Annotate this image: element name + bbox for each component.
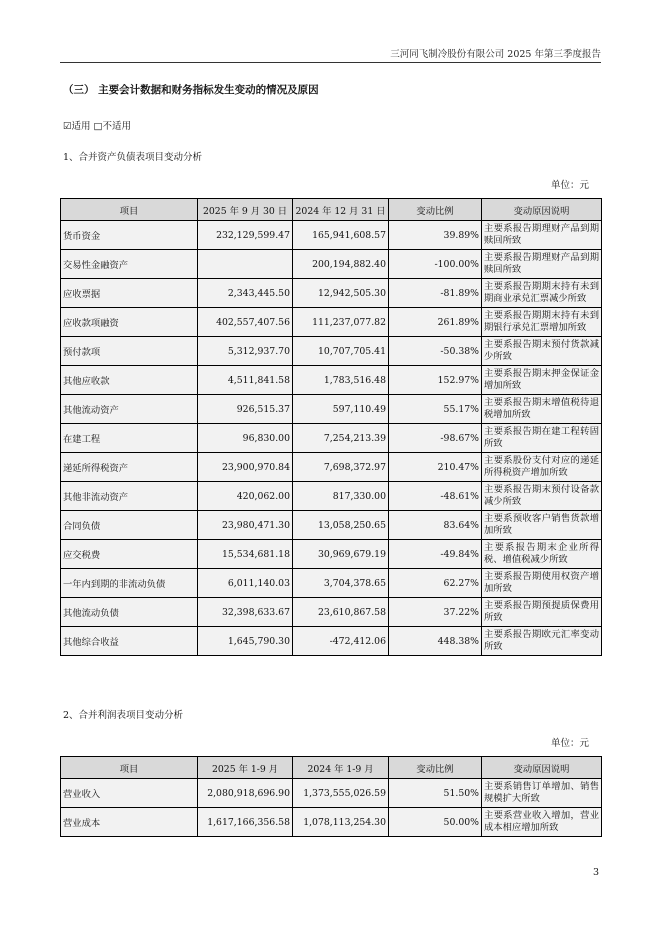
- change-ratio-cell: 50.00%: [389, 808, 482, 837]
- column-header: 变动原因说明: [482, 757, 602, 779]
- column-header: 变动比例: [389, 199, 482, 221]
- table-row: [61, 598, 602, 627]
- prior-value-cell: 1,078,113,254.30: [293, 808, 389, 837]
- change-ratio-cell: -100.00%: [389, 250, 482, 279]
- change-ratio-cell: -48.61%: [389, 482, 482, 511]
- section-title: （三） 主要会计数据和财务指标发生变动的情况及原因: [63, 84, 319, 96]
- current-value-cell: 2,343,445.50: [198, 279, 293, 308]
- item-name-cell: 其他非流动资产: [61, 482, 198, 511]
- prior-value-cell: 1,783,516.48: [293, 366, 389, 395]
- item-name-cell: 其他流动资产: [61, 395, 198, 424]
- table-row: [61, 627, 602, 656]
- table-row: [61, 482, 602, 511]
- change-ratio-cell: 210.47%: [389, 453, 482, 482]
- prior-value-cell: 7,254,213.39: [293, 424, 389, 453]
- reason-cell: 主要系报告期末企业所得税、增值税减少所致: [482, 540, 602, 569]
- current-value-cell: 6,011,140.03: [198, 569, 293, 598]
- prior-value-cell: 7,698,372.97: [293, 453, 389, 482]
- current-value-cell: 420,062.00: [198, 482, 293, 511]
- applicability-indicator: ☑适用 □不适用: [63, 121, 132, 132]
- column-header: 2025 年 1-9 月: [198, 757, 293, 779]
- column-header: 变动比例: [389, 757, 482, 779]
- item-name-cell: 货币资金: [61, 221, 198, 250]
- current-value-cell: 232,129,599.47: [198, 221, 293, 250]
- change-ratio-cell: 448.38%: [389, 627, 482, 656]
- reason-cell: 主要系营业收入增加，营业成本相应增加所致: [482, 808, 602, 837]
- current-value-cell: 1,645,790.30: [198, 627, 293, 656]
- table-row: [61, 366, 602, 395]
- reason-cell: 主要系股份支付对应的递延所得税资产增加所致: [482, 453, 602, 482]
- change-ratio-cell: 55.17%: [389, 395, 482, 424]
- item-name-cell: 其他应收款: [61, 366, 198, 395]
- reason-cell: 主要系报告期理财产品到期赎回所致: [482, 221, 602, 250]
- change-ratio-cell: -50.38%: [389, 337, 482, 366]
- prior-value-cell: 3,704,378.65: [293, 569, 389, 598]
- change-ratio-cell: -98.67%: [389, 424, 482, 453]
- current-value-cell: 402,557,407.56: [198, 308, 293, 337]
- reason-cell: 主要系报告期欧元汇率变动所致: [482, 627, 602, 656]
- item-name-cell: 应交税费: [61, 540, 198, 569]
- current-value-cell: 96,830.00: [198, 424, 293, 453]
- balance-sheet-title: 1、合并资产负债表项目变动分析: [63, 152, 203, 163]
- table-row: [61, 779, 602, 808]
- item-name-cell: 交易性金融资产: [61, 250, 198, 279]
- item-name-cell: 预付款项: [61, 337, 198, 366]
- item-name-cell: 递延所得税资产: [61, 453, 198, 482]
- header-divider: [60, 62, 601, 63]
- change-ratio-cell: 261.89%: [389, 308, 482, 337]
- current-value-cell: 4,511,841.58: [198, 366, 293, 395]
- prior-value-cell: 13,058,250.65: [293, 511, 389, 540]
- balance-sheet-table: [60, 198, 602, 656]
- prior-value-cell: 165,941,608.57: [293, 221, 389, 250]
- column-header: 项目: [61, 757, 198, 779]
- item-name-cell: 营业收入: [61, 779, 198, 808]
- reason-cell: 主要系报告期预提质保费用所致: [482, 598, 602, 627]
- column-header: 变动原因说明: [482, 199, 602, 221]
- table-row: [61, 511, 602, 540]
- item-name-cell: 其他流动负债: [61, 598, 198, 627]
- prior-value-cell: 10,707,705.41: [293, 337, 389, 366]
- change-ratio-cell: 37.22%: [389, 598, 482, 627]
- reason-cell: 主要系报告期末押金保证金增加所致: [482, 366, 602, 395]
- table-header-row: [61, 757, 602, 779]
- item-name-cell: 应收票据: [61, 279, 198, 308]
- current-value-cell: 1,617,166,356.58: [198, 808, 293, 837]
- report-header-title: 三河同飞制冷股份有限公司 2025 年第三季度报告: [390, 49, 601, 60]
- item-name-cell: 应收款项融资: [61, 308, 198, 337]
- item-name-cell: 在建工程: [61, 424, 198, 453]
- item-name-cell: 合同负债: [61, 511, 198, 540]
- change-ratio-cell: 62.27%: [389, 569, 482, 598]
- change-ratio-cell: -49.84%: [389, 540, 482, 569]
- reason-cell: 主要系销售订单增加、销售规模扩大所致: [482, 779, 602, 808]
- current-value-cell: 32,398,633.67: [198, 598, 293, 627]
- table-row: [61, 308, 602, 337]
- table-row: [61, 540, 602, 569]
- change-ratio-cell: 51.50%: [389, 779, 482, 808]
- current-value-cell: 926,515.37: [198, 395, 293, 424]
- table-row: [61, 395, 602, 424]
- table-row: [61, 424, 602, 453]
- column-header: 2024 年 1-9 月: [293, 757, 389, 779]
- prior-value-cell: 200,194,882.40: [293, 250, 389, 279]
- income-statement-title: 2、合并利润表项目变动分析: [63, 710, 184, 721]
- current-value-cell: 5,312,937.70: [198, 337, 293, 366]
- reason-cell: 主要系报告期末预付设备款减少所致: [482, 482, 602, 511]
- prior-value-cell: 23,610,867.58: [293, 598, 389, 627]
- table-row: [61, 250, 602, 279]
- change-ratio-cell: 152.97%: [389, 366, 482, 395]
- reason-cell: 主要系报告期期末持有未到期银行承兑汇票增加所致: [482, 308, 602, 337]
- prior-value-cell: -472,412.06: [293, 627, 389, 656]
- table-row: [61, 569, 602, 598]
- column-header: 项目: [61, 199, 198, 221]
- item-name-cell: 营业成本: [61, 808, 198, 837]
- change-ratio-cell: -81.89%: [389, 279, 482, 308]
- reason-cell: 主要系报告期使用权资产增加所致: [482, 569, 602, 598]
- balance-sheet-unit: 单位：元: [550, 180, 589, 191]
- table-row: [61, 337, 602, 366]
- table-row: [61, 808, 602, 837]
- table-row: [61, 453, 602, 482]
- current-value-cell: 2,080,918,696.90: [198, 779, 293, 808]
- prior-value-cell: 111,237,077.82: [293, 308, 389, 337]
- reason-cell: 主要系报告期理财产品到期赎回所致: [482, 250, 602, 279]
- column-header: 2024 年 12 月 31 日: [293, 199, 389, 221]
- table-header-row: [61, 199, 602, 221]
- change-ratio-cell: 39.89%: [389, 221, 482, 250]
- page-number: 3: [592, 867, 599, 878]
- prior-value-cell: 12,942,505.30: [293, 279, 389, 308]
- income-statement-unit: 单位：元: [550, 738, 589, 749]
- income-statement-table: [60, 756, 602, 837]
- reason-cell: 主要系预收客户销售货款增加所致: [482, 511, 602, 540]
- current-value-cell: [198, 250, 293, 279]
- prior-value-cell: 1,373,555,026.59: [293, 779, 389, 808]
- current-value-cell: 15,534,681.18: [198, 540, 293, 569]
- table-row: [61, 279, 602, 308]
- item-name-cell: 一年内到期的非流动负债: [61, 569, 198, 598]
- table-row: [61, 221, 602, 250]
- reason-cell: 主要系报告期在建工程转固所致: [482, 424, 602, 453]
- current-value-cell: 23,980,471.30: [198, 511, 293, 540]
- item-name-cell: 其他综合收益: [61, 627, 198, 656]
- prior-value-cell: 30,969,679.19: [293, 540, 389, 569]
- prior-value-cell: 597,110.49: [293, 395, 389, 424]
- column-header: 2025 年 9 月 30 日: [198, 199, 293, 221]
- change-ratio-cell: 83.64%: [389, 511, 482, 540]
- reason-cell: 主要系报告期末增值税待退税增加所致: [482, 395, 602, 424]
- current-value-cell: 23,900,970.84: [198, 453, 293, 482]
- reason-cell: 主要系报告期末预付货款减少所致: [482, 337, 602, 366]
- reason-cell: 主要系报告期期末持有未到期商业承兑汇票减少所致: [482, 279, 602, 308]
- prior-value-cell: 817,330.00: [293, 482, 389, 511]
